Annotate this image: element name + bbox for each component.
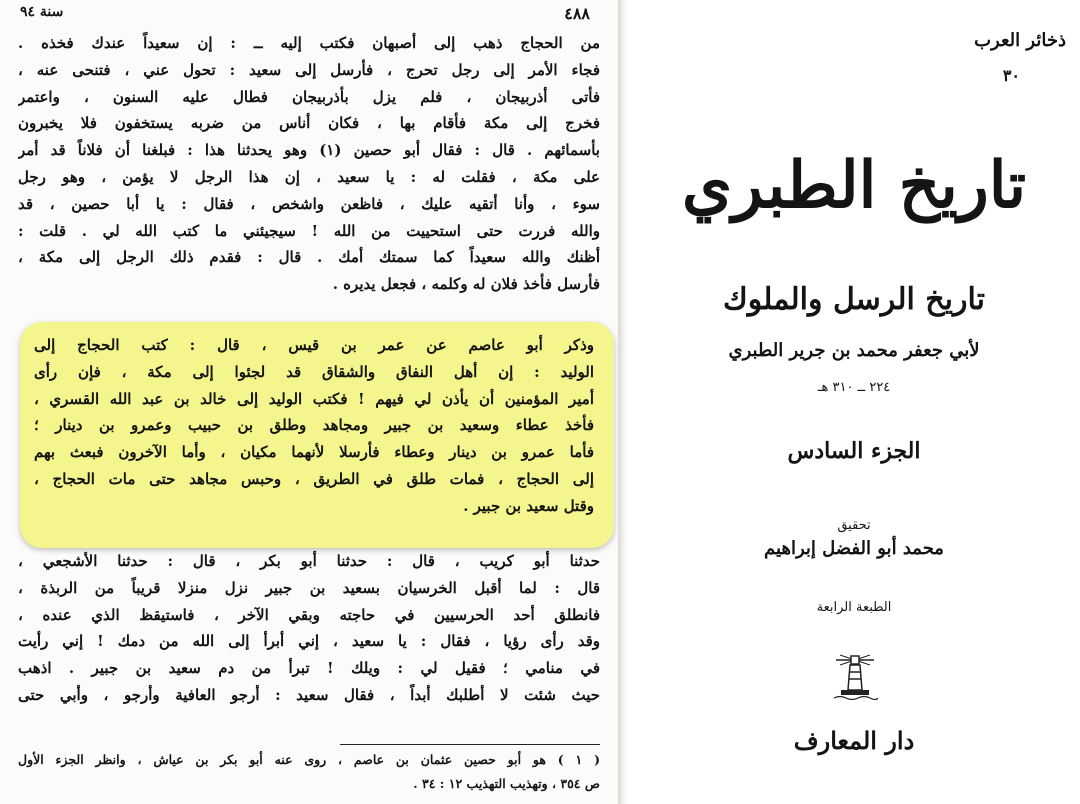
highlight-line: فأخذ عطاء وسعيد بن جبير ومجاهد وطلق بن حبيب وعمرو بن دينار ؛ [34,416,594,435]
page-header [20,4,598,28]
editor-name: محمد أبو الفضل إبراهيم [764,538,944,559]
text-line: في منامي ؛ فقيل لي : ويلك ! تبرأ من دم سعيد بن جبير . اذهب [18,659,600,678]
text-line: فأرسل فأخذ فلان له وكلمه ، فجعل يديره . [332,275,600,294]
volume-number: ٣٠ [1002,66,1020,85]
series-name: ذخائر العرب [974,30,1066,51]
book-title: تاريخ الطبري [681,148,1027,223]
body-text-bottom [18,548,600,709]
editor-label: تحقيق [837,518,871,533]
text-line: وقد رأى رؤيا ، فقال : يا سعيد ، إني أبرأ إلى الله من دمك ! إني رأيت [18,632,600,651]
text-line: سوء ، وأنا أتقيه عليك ، فاظعن واشخص ، فقال : يا أبا حصين ، قد [18,194,600,213]
text-line: حيث شئت لا أطلبك أبداً ، فقال سعيد : أرجو العافية وأرجو ، وأبي حتى [18,685,600,704]
text-line: أظنك والله سعيداً كما سمتك أمك . قال : فقدم ذلك الرجل إلى مكة ، [18,248,600,267]
lighthouse-icon [832,652,878,700]
page-number: ٤٨٨ [564,4,590,23]
highlight-line: الوليد : إن أهل النفاق والشقاق قد لجئوا إلى مكة ، فإن رأى [34,362,594,381]
book-subtitle: تاريخ الرسل والملوك [723,282,985,317]
volume-part: الجزء السادس [787,438,921,464]
text-line: فخرج إلى مكة فأقام بها ، فكان أناس من ضربه يستخفون فلا يخبرون [18,114,600,133]
text-line: بأسمائهم . قال : فقال أبو حصين (١) وهو يحدثنا هذا : فبلغنا أن فلاناً قد أمر [18,141,600,160]
footnotes [18,748,600,796]
body-text-top [18,30,600,298]
year-label: سنة ٩٤ [20,4,64,20]
text-line: فانطلق أحد الحرسيين في حاجته وبقي الآخر ، فاستيقظ الذي عنده ، [18,605,600,624]
highlight-line: فأما عمرو بن دينار وعطاء فأرسلا لأنهما مكيان ، وأما الآخرون فبعث بهم [34,443,594,462]
text-line: على مكة ، فقلت له : يا سعيد ، إن هذا الرجل لا يؤمن ، وهو رجل [18,167,600,186]
highlight-line: وذكر أبو عاصم عن عمر بن قيس ، قال : كتب الحجاج إلى [34,336,594,354]
text-line: فأتى أذربيجان ، فلم يزل بأذربيجان فطال عليه السنون ، واعتمر [18,87,600,106]
text-line: فجاء الأمر إلى رجل تحرج ، فأرسل إلى سعيد : تحول عني ، فتنحى عنه ، [18,60,600,79]
highlight-line: إلى الحجاج ، فمات طلق في الطريق ، وحبس مجاهد حتى مات الحجاج ، [34,469,594,488]
edition-label: الطبعة الرابعة [816,600,892,615]
title-page [628,0,1080,804]
text-line: حدثنا أبو كريب ، قال : حدثنا أبو بكر ، قال : حدثنا الأشجعي ، [18,552,600,570]
book-gutter [618,0,628,804]
text-line: من الحجاج ذهب إلى أصبهان فكتب إليه ــ : إن سعيداً عندك فخذه . [18,34,600,52]
publisher-name: دار المعارف [793,726,915,755]
footnote-line: ص ٣٥٤ ، وتهذيب التهذيب ١٢ : ٣٤ . [413,776,600,791]
author-dates: ٢٢٤ ــ ٣١٠ هـ [817,380,891,395]
text-line: قال : لما أقبل الخرسيان بسعيد بن جبير نزل منزلا قريباً من الربذة ، [18,578,600,597]
footnote-divider [340,744,600,745]
highlighted-passage [34,332,594,520]
text-line: والله فررت حتى استحييت من الله ! سيجيئني ما كتب الله لي . قلت : [18,221,600,240]
highlight-line: أمير المؤمنين أن يأذن لي فيهم ! فكتب الوليد إلى خالد بن عبد الله القسري ، [34,389,594,408]
author-name: لأبي جعفر محمد بن جرير الطبري [728,340,980,361]
highlight-line: وقتل سعيد بن جبير . [463,496,594,515]
footnote-line: ( ١ ) هو أبو حصين عثمان بن عاصم ، روى عنه أبو بكر بن عياش ، وانظر الجزء الأول [18,752,600,767]
